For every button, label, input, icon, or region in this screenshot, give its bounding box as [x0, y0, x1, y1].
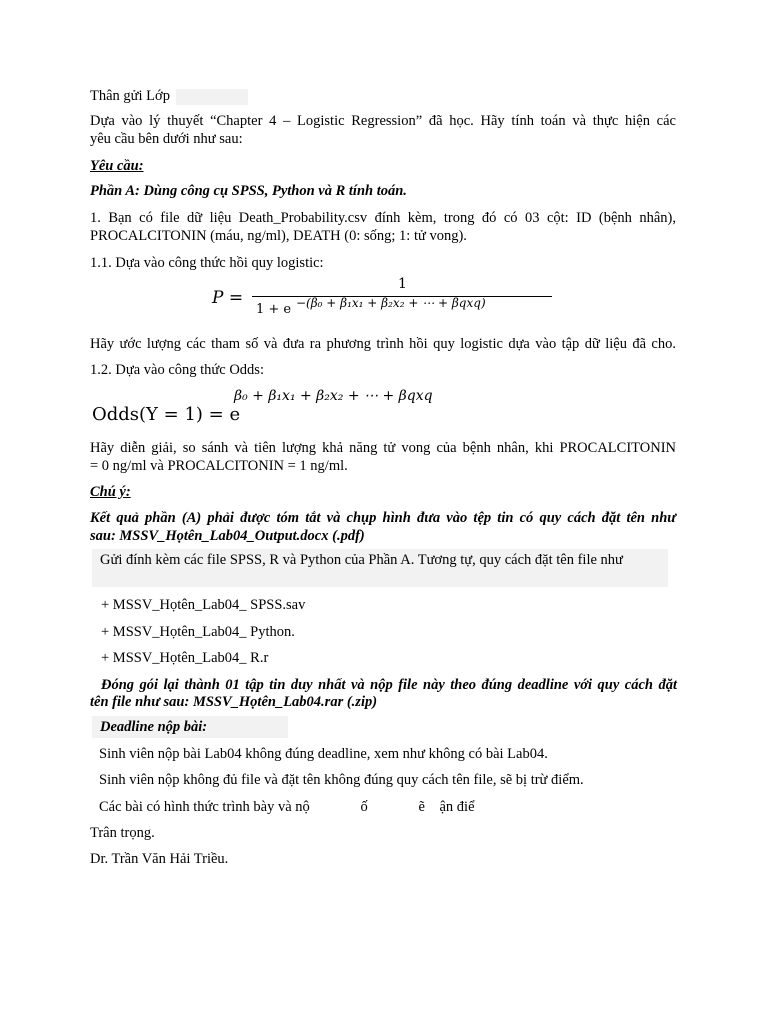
question-1-line-2: PROCALCITONIN (máu, ng/ml), DEATH (0: sống; 1: tử vong). [90, 228, 467, 244]
odds-formula [92, 386, 432, 430]
formula-denominator-exponent: −(β₀ + β₁x₁ + β₂x₂ + ⋯ + βqxq) [296, 296, 486, 310]
odds-formula-lhs: Odds(Y = 1) = e [92, 404, 241, 425]
question-1-line-1: 1. Bạn có file dữ liệu Death_Probability.csv đính kèm, trong đó có 03 cột: ID (bệnh nhân), [90, 210, 676, 226]
question-1-2-task-line-1: Hãy diễn giải, so sánh và tiên lượng khả năng tử vong của bệnh nhân, khi PROCALCITONIN [90, 440, 676, 456]
note-heading: Chú ý: [90, 484, 131, 500]
note-line-1: Kết quả phần (A) phải được tóm tắt và chụp hình đưa vào tệp tin có quy cách đặt tên như [90, 510, 676, 526]
question-1-2-task-line-2: = 0 ng/ml và PROCALCITONIN = 1 ng/ml. [90, 458, 348, 474]
signature: Dr. Trần Văn Hải Triều. [90, 851, 229, 867]
requirements-heading: Yêu cầu: [90, 158, 144, 174]
package-line-1: Đóng gói lại thành 01 tập tin duy nhất và nộp file này theo đúng deadline với quy cách đặt [101, 677, 677, 693]
logistic-formula [212, 276, 562, 324]
attachment-instruction: Gửi đính kèm các file SPSS, R và Python của Phần A. Tương tự, quy cách đặt tên file như [92, 549, 668, 587]
package-line-2: tên file như sau: MSSV_Họtên_Lab04.rar (.zip) [90, 694, 378, 710]
question-1-2-title: 1.2. Dựa vào công thức Odds: [90, 362, 264, 378]
formula-numerator: 1 [398, 276, 407, 292]
odds-formula-exponent: β₀ + β₁x₁ + β₂x₂ + ⋯ + βqxq [234, 388, 433, 404]
part-a-heading: Phần A: Dùng công cụ SPSS, Python và R tính toán. [90, 183, 407, 199]
redacted-class-name [176, 89, 248, 105]
intro-line-2: yêu cầu bên dưới như sau: [90, 131, 243, 147]
file-name-spss: + MSSV_Họtên_Lab04_ SPSS.sav [101, 597, 306, 613]
note-line-2: sau: MSSV_Họtên_Lab04_Output.docx (.pdf) [90, 528, 365, 544]
closing: Trân trọng. [90, 825, 155, 841]
formula-denominator-base: 1 + e [256, 302, 292, 317]
question-1-1-title: 1.1. Dựa vào công thức hồi quy logistic: [90, 255, 324, 271]
greeting: Thân gửi Lớp [90, 87, 248, 105]
intro-line-1: Dựa vào lý thuyết “Chapter 4 – Logistic Regression” đã học. Hãy tính toán và thực hiện các [90, 113, 676, 129]
rule-presentation: Các bài có hình thức trình bày và nộ ố ẽ ận điể [99, 799, 475, 815]
question-1-1-task: Hãy ước lượng các tham số và đưa ra phương trình hồi quy logistic dựa vào tập dữ liệu đã cho. [90, 336, 676, 352]
rule-late-submission: Sinh viên nộp bài Lab04 không đúng deadline, xem như không có bài Lab04. [99, 746, 548, 762]
deadline-heading: Deadline nộp bài: [92, 716, 288, 738]
rule-missing-files: Sinh viên nộp không đủ file và đặt tên không đúng quy cách tên file, sẽ bị trừ điểm. [99, 772, 584, 788]
file-name-python: + MSSV_Họtên_Lab04_ Python. [101, 624, 295, 640]
formula-lhs: P = [212, 288, 244, 308]
file-name-r: + MSSV_Họtên_Lab04_ R.r [101, 650, 269, 666]
